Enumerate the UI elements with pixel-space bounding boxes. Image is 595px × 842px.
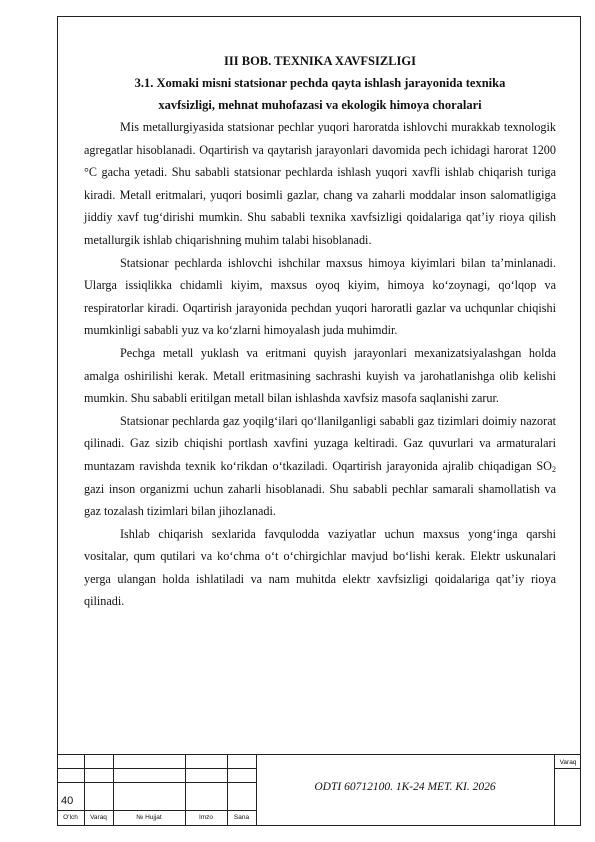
section-title-line-2: xavfsizligi, mehnat muhofazasi va ekologik himoya choralari xyxy=(158,98,482,112)
paragraph-4-text-a: Statsionar pechlarda gaz yoqilg‘ilari qo‘llanilganligi sababli gaz tizimlari doimiy nazorat qilinadi. Gaz sizib chiqishi portlash xavfini yuzaga keltiradi. Gaz quvurlari va armaturalari muntazam ravishda texnik ko‘rikdan o‘tkaziladi. Oqartirish jarayonida ajralib chiqadigan SO xyxy=(84,413,556,473)
stamp-line-top xyxy=(57,754,581,755)
paragraph-3: Pechga metall yuklash va eritmani quyish jarayonlari mexanizatsiyalashgan holda amalga oshirilishi kerak. Metall eritmasining sachrashi kuyish va jarohatlanishga olib kelishi mumkin. Shu sababli eritilgan metall bilan ishlashda xavfsiz masofa saqlanishi zarur. xyxy=(84,345,556,406)
stamp-label-hujjat: № Hujjat xyxy=(136,814,162,821)
document-body xyxy=(84,48,556,613)
stamp-label-olch: O‘lch xyxy=(63,814,78,821)
chapter-title: III BOB. TEXNIKA XAVFSIZLIGI xyxy=(224,54,416,68)
stamp-label-imzo: Imzo xyxy=(198,814,214,821)
paragraph-4-text-b: gazi inson organizmi uchun zaharli hisoblanadi. Shu sababli pechlar samarali shamollatish va gaz tozalash tizimlari bilan jihozlanadi. xyxy=(84,481,556,519)
paragraph-1: Mis metallurgiyasida statsionar pechlar yuqori haroratda ishlovchi murakkab texnologik agregatlar hisoblanadi. Oqartirish va qaytarish jarayonlari davomida pech ichidagi harorat 1200 °C gacha yetadi. Shu sababli statsionar pechlarda ishlash yuqori xavfli ishlab chiqarish turiga kiradi. Metall eritmalari, yuqori bosimli gazlar, chang va zaharli moddalar inson salomatligiga jiddiy xavf tug‘dirishi mumkin. Shu sababli texnika xavfsizligi qoidalariga qat’iy rioya qilish metallurgik ishlab chiqarishning muhim talabi hisoblanadi. xyxy=(84,120,556,247)
section-title-line-1: 3.1. Xomaki misni statsionar pechda qayta ishlash jarayonida texnika xyxy=(134,76,506,90)
page-number: 40 xyxy=(61,795,74,807)
stamp-line-varaq xyxy=(554,768,581,769)
document-code: ODTI 60712100. 1K-24 MET. KI. 2026 xyxy=(314,781,496,793)
paragraph-4 xyxy=(84,410,556,523)
stamp-label-varaq: Varaq xyxy=(90,814,107,821)
stamp-label-sana: Sana xyxy=(233,814,250,821)
paragraph-2: Statsionar pechlarda ishlovchi ishchilar maxsus himoya kiyimlari bilan ta’minlanadi. Ularga issiqlikka chidamli kiyim, maxsus oyoq kiyim, himoya ko‘zoynagi, qo‘lqop va respiratorlar kiradi. Oqartirish jarayonida pechdan yuqori haroratli gazlar va uchqunlar chiqishi mumkinligi sababli yuz va ko‘zlarni himoyalash juda muhimdir. xyxy=(84,255,556,338)
stamp-varaq-label: Varaq xyxy=(559,759,577,766)
paragraph-5: Ishlab chiqarish sexlarida favqulodda vaziyatlar uchun maxsus yong‘inga qarshi vositalar, qum qutilari va ko‘chma o‘t o‘chirgichlar mavjud bo‘lishi kerak. Elektr uskunalari yerga ulangan holda ishlatiladi va nam muhitda elektr xavfsizligi qoidalariga qat’iy rioya qilinadi. xyxy=(84,526,556,609)
so2-subscript: 2 xyxy=(552,464,556,474)
